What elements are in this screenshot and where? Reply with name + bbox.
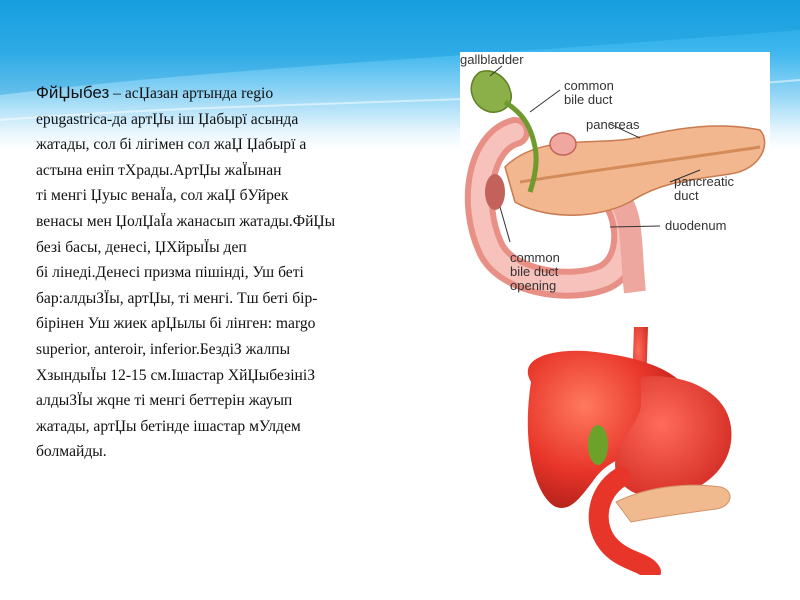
slide-body-text	[36, 80, 456, 465]
label-common-opening-3: opening	[510, 278, 557, 293]
text-line: бі лінеді.Денесі призма пішінді, Уш беті	[36, 264, 304, 282]
text-line: венасы мен ЏолЏаЇа жанасып жатады.ФйЏы	[36, 212, 336, 230]
label-common-bile-duct-1: common	[564, 78, 614, 93]
text-line: superior, anteroir, inferior.БездіЗ жалпы	[36, 340, 291, 358]
label-common-bile-duct-2: bile duct	[564, 92, 613, 107]
gallbladder-shape-2	[588, 425, 608, 465]
label-duct: duct	[674, 188, 699, 203]
label-duodenum: duodenum	[665, 218, 727, 233]
gallbladder-shape	[471, 71, 511, 112]
text-line: алдыЗЇы жqне ті менгі беттерін жауып	[36, 392, 293, 410]
text-line: бар:алдыЗЇы, артЏы, ті менгі. Тш беті бір-	[36, 289, 318, 307]
text-line: ФйЏыбез – асЏазан артында regio	[36, 83, 274, 102]
label-common-opening-2: bile duct	[510, 264, 559, 279]
pancreas-diagram-svg	[460, 52, 770, 304]
label-common-opening-1: common	[510, 250, 560, 265]
text-line: epugastrica-да артЏы іш Џабырї асында	[36, 110, 299, 128]
label-gallbladder: gallbladder	[460, 52, 524, 67]
text-line: жатады, артЏы бетінде ішастар мУлдем	[36, 417, 301, 435]
text-line: астына еніп тХрады.АртЏы жаЇынан	[36, 161, 282, 179]
label-pancreas: pancreas	[586, 117, 640, 132]
text-line: болмайды.	[36, 443, 107, 461]
label-pancreatic: pancreatic	[674, 174, 734, 189]
slide-title-word: ФйЏыбез	[36, 83, 110, 102]
text-line: безі басы, денесі, ЏХйрыЇы деп	[36, 238, 247, 256]
text-line: ті менгі Џуыс венаЇа, сол жаЏ бУйрек	[36, 187, 289, 205]
liver-illustration-svg	[476, 327, 770, 575]
pancreas-anatomy-diagram	[460, 52, 770, 304]
pancreas-shape	[505, 126, 765, 215]
text-line: бірінен Уш жиек арЏылы бі лінген: margo	[36, 315, 316, 333]
text-line: жатады, сол бі лігімен сол жаЏ Џабырї а	[36, 136, 307, 154]
liver-stomach-illustration	[476, 327, 770, 575]
bile-duct-opening-shape	[485, 174, 505, 210]
text-line: ХзындыЇы 12-15 см.Ішастар ХйЏыбезініЗ	[36, 366, 316, 384]
